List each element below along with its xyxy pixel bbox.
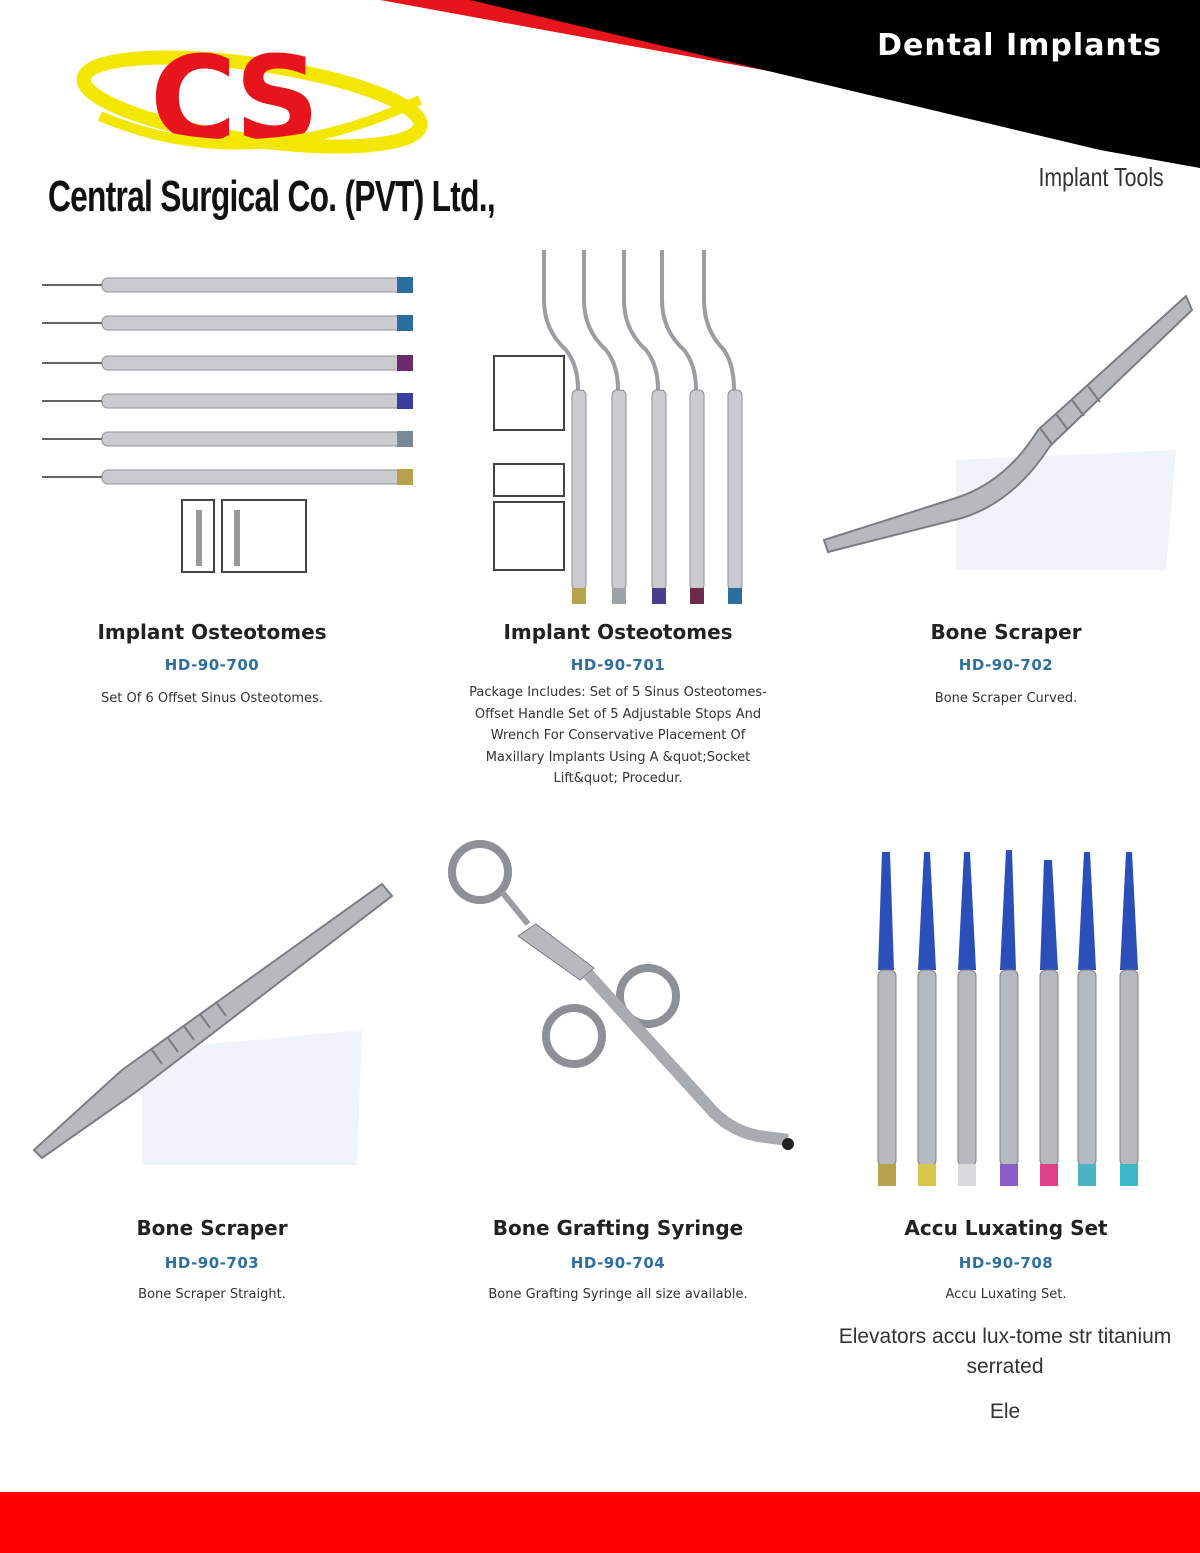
- product-card: [806, 240, 1200, 720]
- product-code: HD-90-703: [164, 1254, 260, 1272]
- product-code: HD-90-702: [958, 656, 1054, 674]
- product-card: [12, 840, 412, 1320]
- product-code: HD-90-700: [164, 656, 260, 674]
- extra-description-truncated: Ele: [989, 1400, 1021, 1423]
- product-name: Bone Scraper: [136, 1216, 288, 1240]
- svg-text:CS: CS: [150, 30, 316, 168]
- product-description: Accu Luxating Set.: [945, 1287, 1067, 1302]
- product-card: [418, 840, 818, 1320]
- product-code: HD-90-701: [570, 656, 666, 674]
- curved-scraper-icon: [806, 240, 1200, 580]
- osteotome-set-icon: [12, 240, 422, 580]
- product-card: [418, 240, 818, 800]
- product-code: HD-90-708: [958, 1254, 1054, 1272]
- luxating-set-icon: [806, 840, 1200, 1190]
- product-description: Package Includes: Set of 5 Sinus Osteotomes-Offset Handle Set of 5 Adjustable Stops And Wrench For Conservative Placement Of Maxillary Implants Using A &quot;Socket Lift&quot; Procedur.: [469, 685, 767, 786]
- syringe-icon: [418, 840, 818, 1180]
- extra-description: Elevators accu lux-tome str titanium serrated: [838, 1325, 1172, 1378]
- product-name: Implant Osteotomes: [503, 620, 733, 644]
- document-title: Dental Implants: [877, 28, 1162, 63]
- footer-bar: [0, 1492, 1200, 1553]
- company-name: Central Surgical Co. (PVT) Ltd.,: [48, 172, 495, 221]
- product-description: Set Of 6 Offset Sinus Osteotomes.: [101, 691, 323, 706]
- product-name: Bone Scraper: [930, 620, 1082, 644]
- product-code: HD-90-704: [570, 1254, 666, 1272]
- product-description: Bone Scraper Straight.: [138, 1287, 286, 1302]
- product-description: Bone Scraper Curved.: [934, 691, 1078, 706]
- product-description: Bone Grafting Syringe all size available.: [488, 1287, 748, 1302]
- section-subtitle: Implant Tools: [1038, 162, 1164, 192]
- product-card: [806, 840, 1200, 1320]
- product-card: [12, 240, 412, 720]
- product-name: Implant Osteotomes: [97, 620, 327, 644]
- offset-osteotome-icon: [418, 240, 818, 610]
- product-name: Bone Grafting Syringe: [492, 1216, 744, 1240]
- product-name: Accu Luxating Set: [904, 1216, 1108, 1240]
- straight-scraper-icon: [12, 840, 412, 1180]
